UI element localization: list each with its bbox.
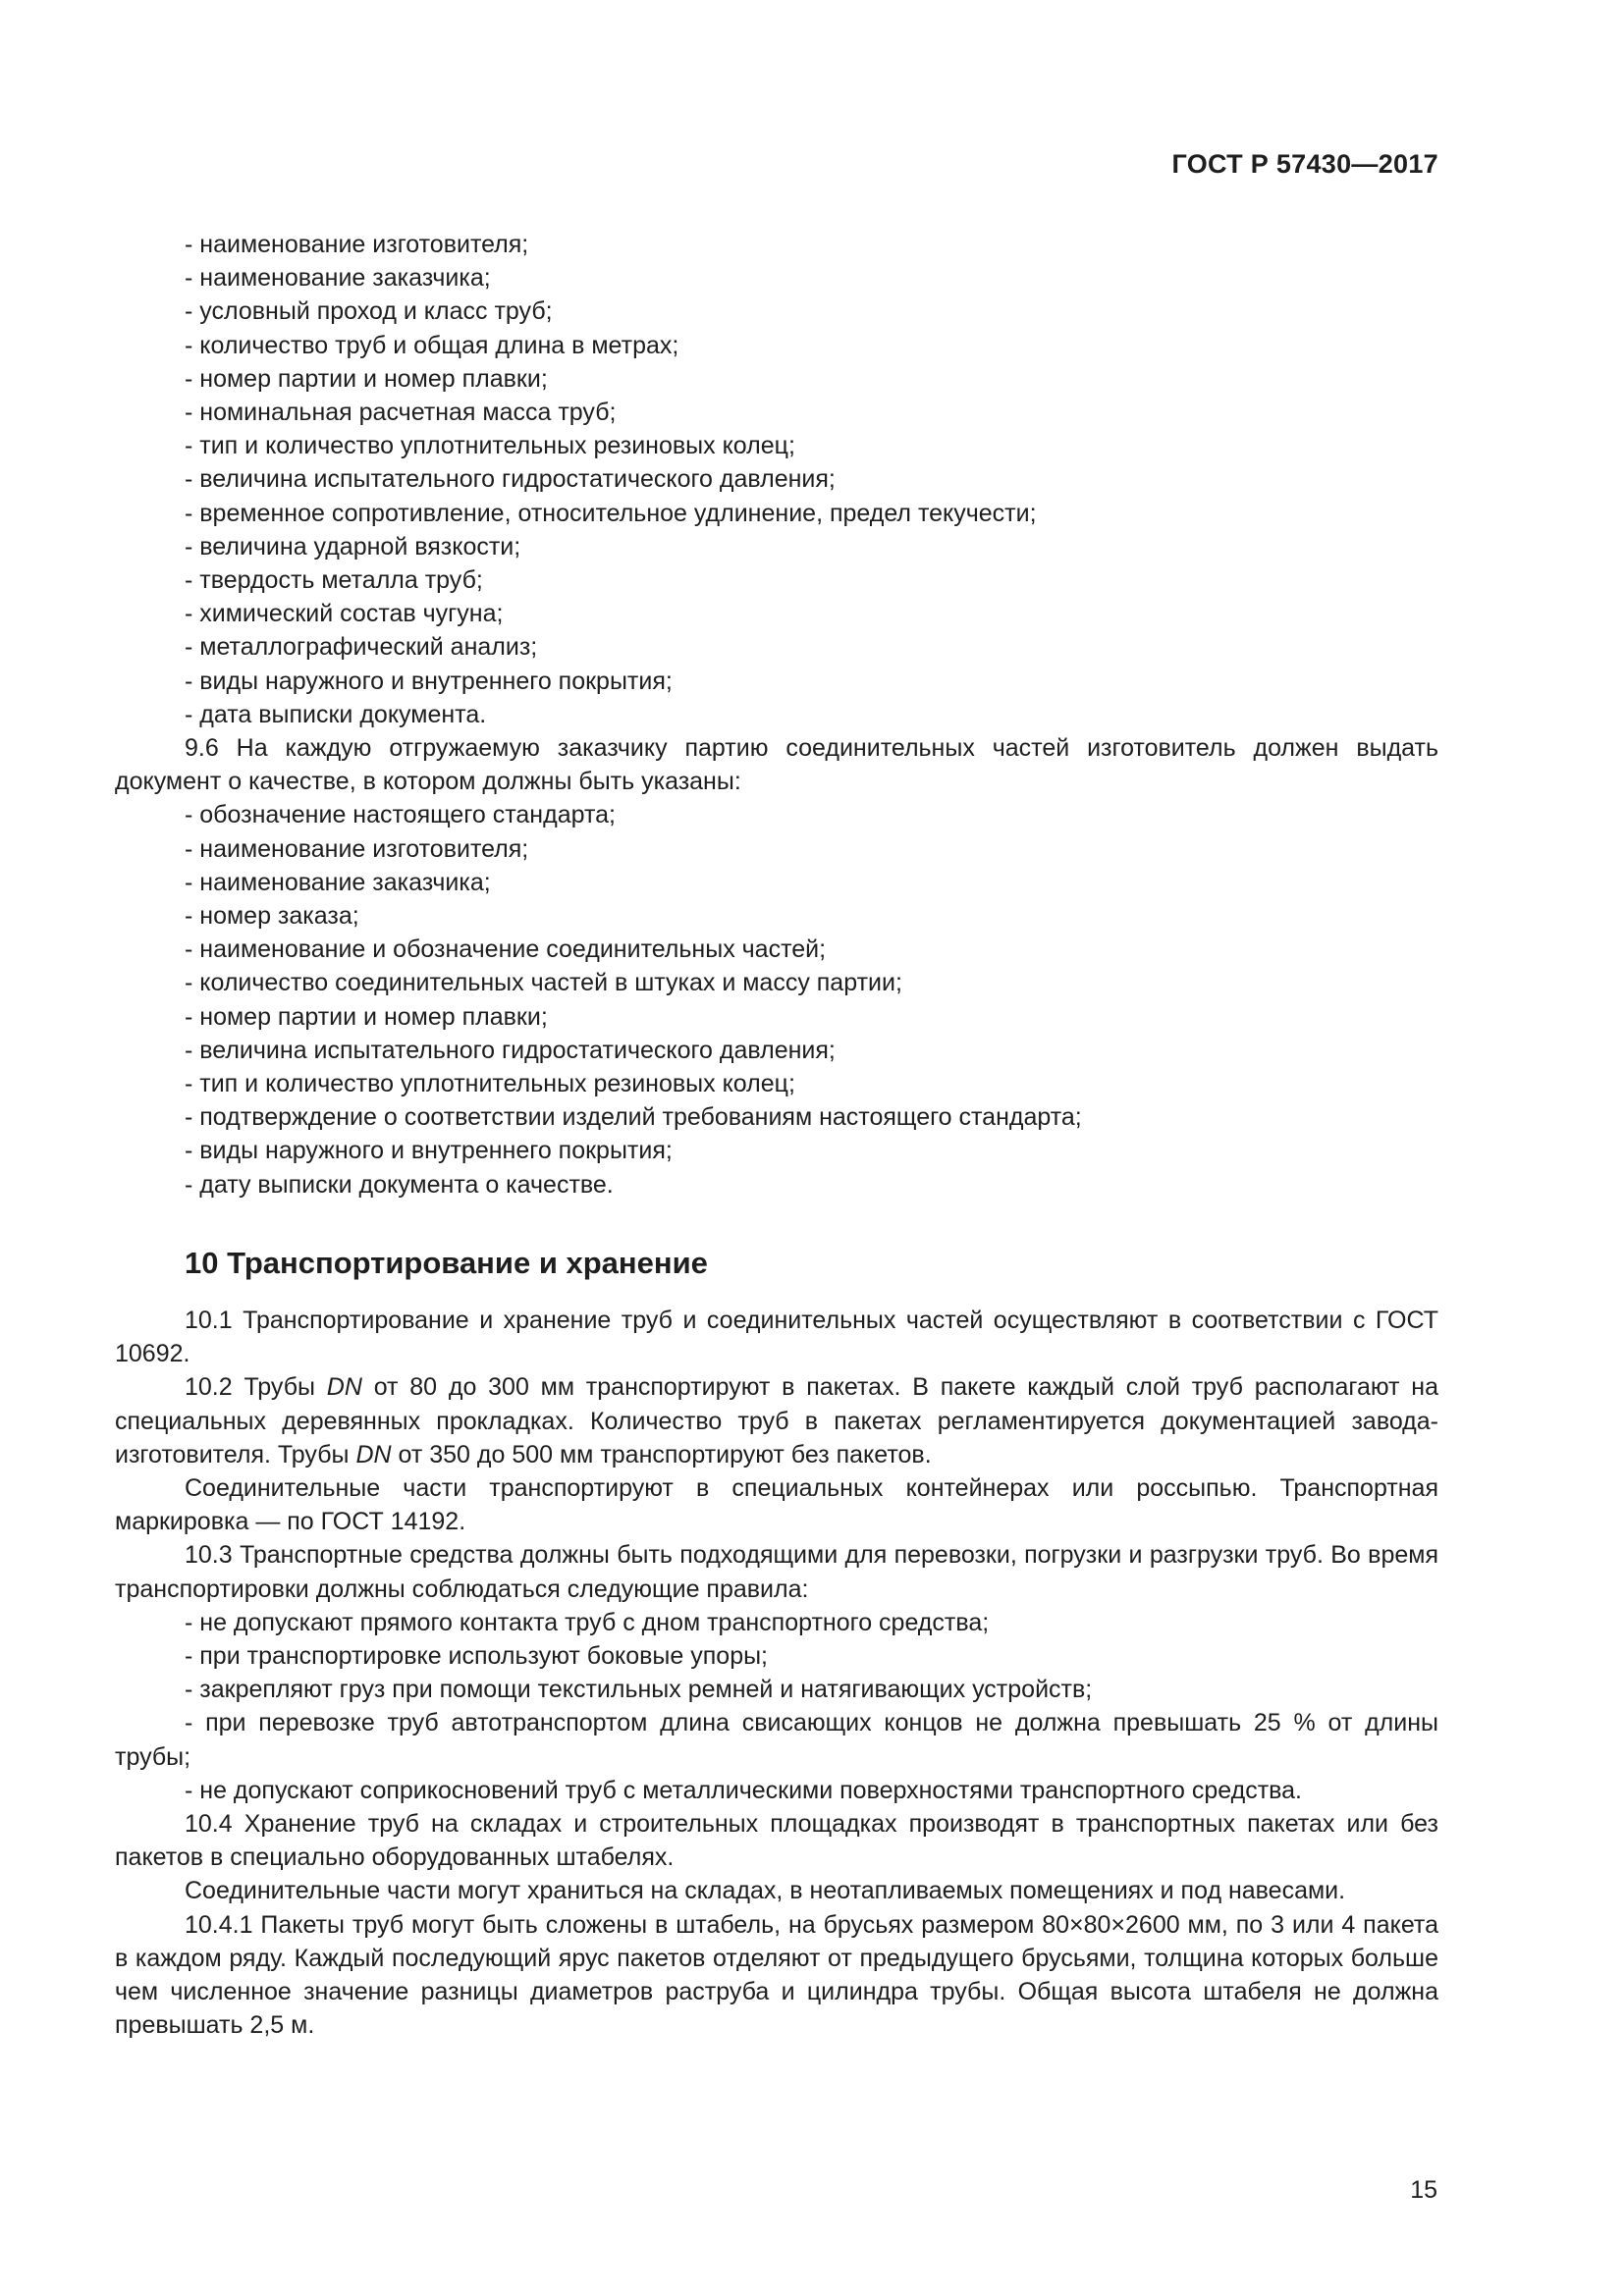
list-item: - наименование изготовителя;: [185, 834, 529, 863]
fittings-storage-paragraph: Соединительные части могут храниться на складах, в неотапливаемых помещениях и под навесами.: [185, 1877, 1346, 1905]
list-item: - количество труб и общая длина в метрах;: [185, 331, 679, 359]
list-item: - не допускают прямого контакта труб с дном транспортного средства;: [185, 1608, 990, 1636]
list-item: - наименование и обозначение соединительных частей;: [185, 935, 827, 964]
page-body: [115, 228, 1438, 2042]
quality-document-list-fittings: [115, 798, 1438, 1201]
fittings-transport-paragraph: Соединительные части транспортируют в специальных контейнерах или россыпью. Транспортная маркировка — по ГОСТ 14192.: [115, 1473, 1438, 1536]
clause-10-1: 10.1 Транспортирование и хранение труб и соединительных частей осуществляют в соответствии с ГОСТ 10692.: [115, 1306, 1438, 1368]
list-item: - номинальная расчетная масса труб;: [185, 399, 617, 427]
clause-text: от 350 до 500 мм транспортируют без пакетов.: [391, 1440, 932, 1468]
list-item: - номер партии и номер плавки;: [185, 1002, 548, 1031]
list-item: - виды наружного и внутреннего покрытия;: [185, 667, 673, 695]
list-item: - не допускают соприкосновений труб с металлическими поверхностями транспортного средства.: [185, 1776, 1302, 1804]
list-item: - при транспортировке используют боковые упоры;: [185, 1641, 769, 1670]
list-item: - величина испытательного гидростатического давления;: [185, 1036, 836, 1064]
list-item: - величина испытательного гидростатического давления;: [185, 465, 836, 494]
list-item: - величина ударной вязкости;: [185, 532, 521, 561]
list-item: - количество соединительных частей в штуках и массу партии;: [185, 969, 902, 997]
section-heading: 10 Транспортирование и хранение: [185, 1245, 708, 1280]
dn-symbol: DN: [326, 1373, 362, 1402]
clause-10-4: 10.4 Хранение труб на складах и строительных площадках производят в транспортных пакетах или без пакетов в специально оборудованных штабелях.: [115, 1809, 1438, 1872]
clause-9-6: 9.6 На каждую отгружаемую заказчику партию соединительных частей изготовитель должен выдать документ о качестве, в котором должны быть указаны:: [115, 734, 1438, 796]
list-item: - тип и количество уплотнительных резиновых колец;: [185, 1070, 795, 1098]
list-item: - виды наружного и внутреннего покрытия;: [185, 1137, 673, 1165]
list-item: - подтверждение о соответствии изделий требованиям настоящего стандарта;: [185, 1103, 1082, 1132]
list-item: - твердость металла труб;: [185, 566, 483, 595]
list-item: - номер заказа;: [185, 902, 359, 931]
quality-document-list-pipes: [115, 228, 1438, 731]
list-item: - наименование заказчика;: [185, 868, 491, 896]
list-item: - дата выписки документа.: [185, 700, 487, 728]
clause-text: 10.2 Трубы: [185, 1373, 327, 1402]
list-item: - обозначение настоящего стандарта;: [185, 801, 616, 829]
clause-10-2: [115, 1370, 1438, 1471]
list-item: - дату выписки документа о качестве.: [185, 1170, 614, 1199]
list-item: - номер партии и номер плавки;: [185, 364, 548, 393]
clause-10-3: 10.3 Транспортные средства должны быть подходящими для перевозки, погрузки и разгрузки труб. Во время транспортировки должны соблюдаться следующие правила:: [115, 1541, 1438, 1603]
clause-10-4-1: 10.4.1 Пакеты труб могут быть сложены в штабель, на брусьях размером 80×80×2600 мм, по 3 или 4 пакета в каждом ряду. Каждый последующий ярус пакетов отделяют от предыдущего брусьями, толщина которых больше чем численное значение разницы диаметров раструба и цилиндра трубы. Общая высота штабеля не должна превышать 2,5 м.: [115, 1910, 1438, 2040]
list-item: - временное сопротивление, относительное удлинение, предел текучести;: [185, 499, 1037, 527]
clause-text: от 80 до 300 мм транспортируют в пакетах. В пакете каждый слой труб располагают на специальных деревянных прокладках. Количество труб в пакетах регламентируется документацией завода-изготовителя. Трубы: [115, 1373, 1439, 1468]
transport-rules-list: [115, 1606, 1438, 1807]
list-item: - наименование изготовителя;: [185, 231, 529, 258]
list-item: - при перевозке труб автотранспортом длина свисающих концов не должна превышать 25 % от длины трубы;: [115, 1709, 1438, 1771]
list-item: - химический состав чугуна;: [185, 600, 504, 628]
list-item: - закрепляют груз при помощи текстильных ремней и натягивающих устройств;: [185, 1676, 1093, 1704]
page-number: 15: [1410, 2176, 1437, 2204]
list-item: - условный проход и класс труб;: [185, 297, 553, 326]
standard-designation: ГОСТ Р 57430—2017: [1171, 149, 1438, 179]
list-item: - тип и количество уплотнительных резиновых колец;: [185, 432, 795, 460]
list-item: - металлографический анализ;: [185, 633, 538, 662]
dn-symbol: DN: [355, 1440, 392, 1468]
list-item: - наименование заказчика;: [185, 264, 491, 293]
